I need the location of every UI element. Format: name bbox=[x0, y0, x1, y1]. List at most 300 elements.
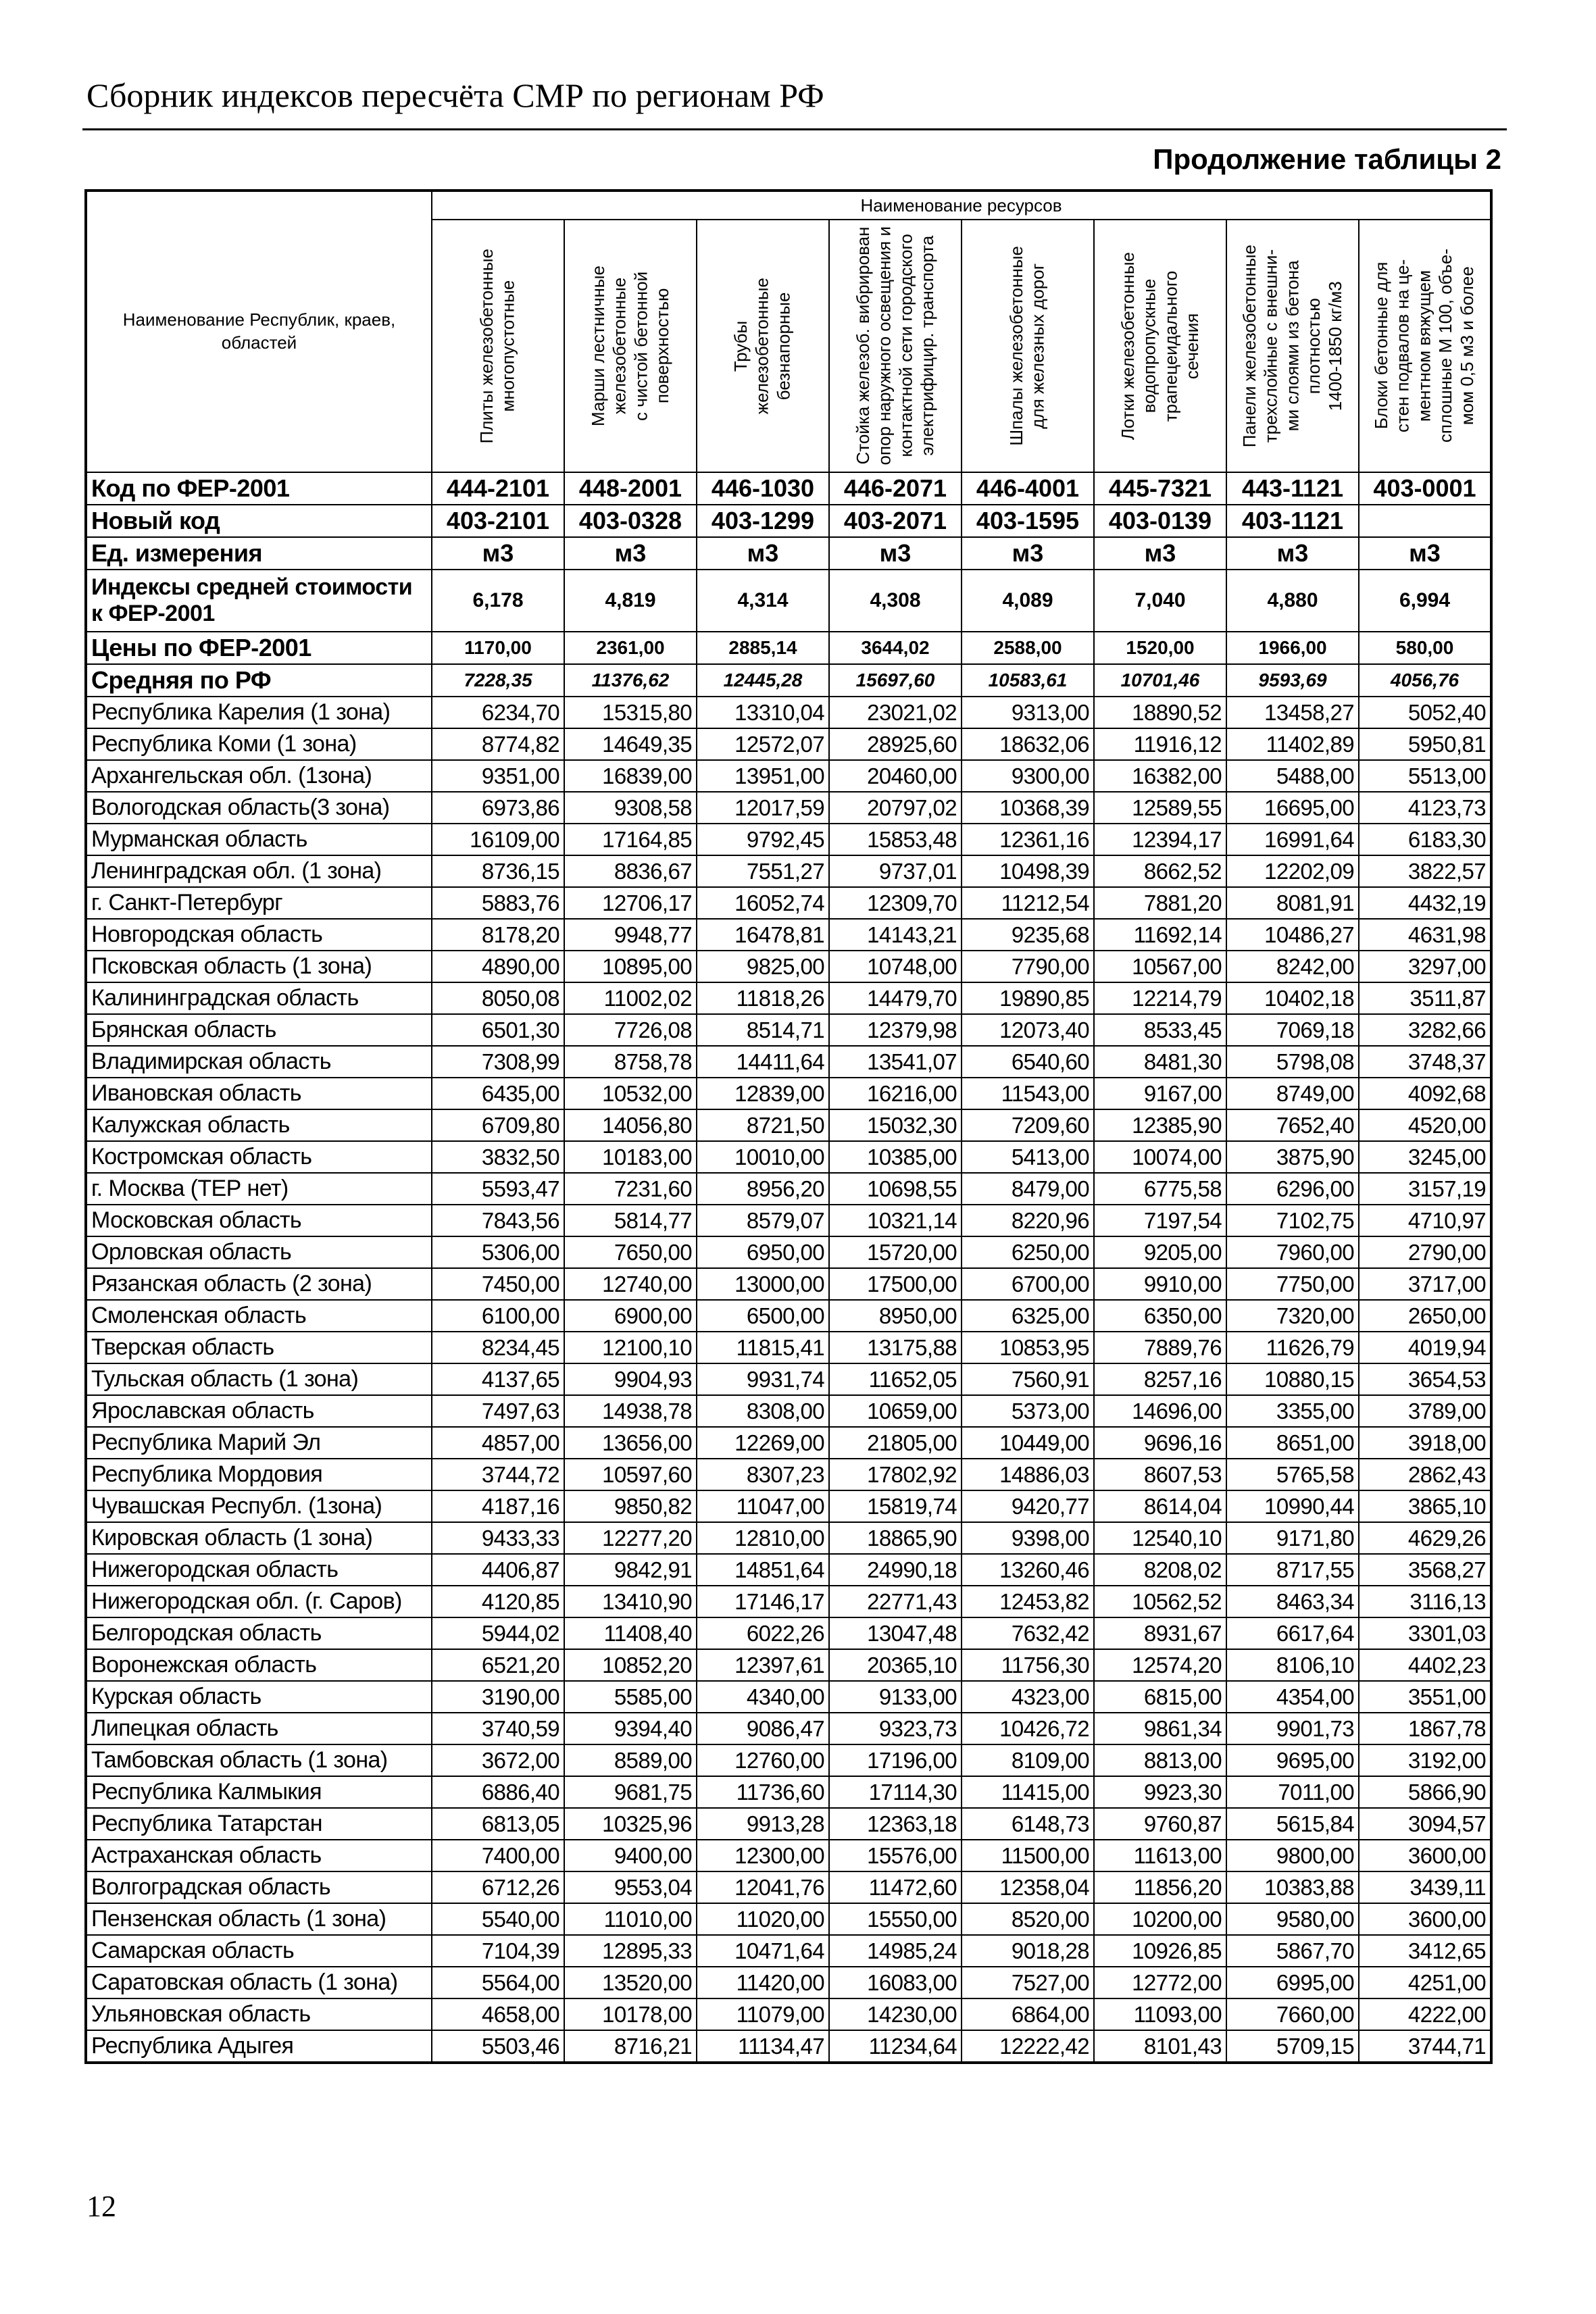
summary-cell: 4,308 bbox=[829, 570, 962, 632]
table-row bbox=[86, 1586, 1491, 1617]
price-cell: 5866,90 bbox=[1359, 1776, 1491, 1808]
price-cell: 12361,16 bbox=[962, 824, 1094, 855]
region-name: Рязанская область (2 зона) bbox=[86, 1268, 432, 1300]
price-cell: 18890,52 bbox=[1094, 697, 1226, 728]
price-cell: 7551,27 bbox=[697, 855, 829, 887]
price-cell: 8716,21 bbox=[564, 2030, 697, 2063]
summary-cell: 10583,61 bbox=[962, 664, 1094, 697]
price-cell: 6775,58 bbox=[1094, 1173, 1226, 1205]
region-name: Ивановская область bbox=[86, 1078, 432, 1109]
price-cell: 16382,00 bbox=[1094, 760, 1226, 792]
price-cell: 7660,00 bbox=[1226, 1998, 1359, 2030]
price-cell: 3094,57 bbox=[1359, 1808, 1491, 1840]
price-cell: 4432,19 bbox=[1359, 887, 1491, 919]
price-cell: 10990,44 bbox=[1226, 1490, 1359, 1522]
price-cell: 8479,00 bbox=[962, 1173, 1094, 1205]
price-cell: 21805,00 bbox=[829, 1427, 962, 1459]
price-cell: 2790,00 bbox=[1359, 1236, 1491, 1268]
price-cell: 11652,05 bbox=[829, 1363, 962, 1395]
price-cell: 6521,20 bbox=[432, 1649, 564, 1681]
price-cell: 8234,45 bbox=[432, 1332, 564, 1363]
price-cell: 9695,00 bbox=[1226, 1744, 1359, 1776]
price-cell: 6540,60 bbox=[962, 1046, 1094, 1078]
price-cell: 10486,27 bbox=[1226, 919, 1359, 951]
price-cell: 9171,80 bbox=[1226, 1522, 1359, 1554]
summary-cell: 445-7321 bbox=[1094, 472, 1226, 505]
region-name: Республика Адыгея bbox=[86, 2030, 432, 2063]
price-cell: 7231,60 bbox=[564, 1173, 697, 1205]
price-cell: 12041,76 bbox=[697, 1871, 829, 1903]
price-cell: 9901,73 bbox=[1226, 1713, 1359, 1744]
price-cell: 6900,00 bbox=[564, 1300, 697, 1332]
price-cell: 10426,72 bbox=[962, 1713, 1094, 1744]
price-cell: 8220,96 bbox=[962, 1205, 1094, 1236]
price-cell: 10597,60 bbox=[564, 1459, 697, 1490]
price-cell: 9850,82 bbox=[564, 1490, 697, 1522]
price-cell: 4890,00 bbox=[432, 951, 564, 982]
price-cell: 3355,00 bbox=[1226, 1395, 1359, 1427]
price-cell: 11415,00 bbox=[962, 1776, 1094, 1808]
price-cell: 5306,00 bbox=[432, 1236, 564, 1268]
region-name: Белгородская область bbox=[86, 1617, 432, 1649]
price-cell: 10659,00 bbox=[829, 1395, 962, 1427]
price-cell: 10567,00 bbox=[1094, 951, 1226, 982]
price-cell: 7560,91 bbox=[962, 1363, 1094, 1395]
summary-cell: 4,089 bbox=[962, 570, 1094, 632]
price-cell: 14886,03 bbox=[962, 1459, 1094, 1490]
price-cell: 3789,00 bbox=[1359, 1395, 1491, 1427]
price-cell: 7652,40 bbox=[1226, 1109, 1359, 1141]
price-cell: 16695,00 bbox=[1226, 792, 1359, 824]
price-cell: 17114,30 bbox=[829, 1776, 962, 1808]
summary-cell: 15697,60 bbox=[829, 664, 962, 697]
price-cell: 6950,00 bbox=[697, 1236, 829, 1268]
price-cell: 18865,90 bbox=[829, 1522, 962, 1554]
price-cell: 10325,96 bbox=[564, 1808, 697, 1840]
price-cell: 12397,61 bbox=[697, 1649, 829, 1681]
price-cell: 3190,00 bbox=[432, 1681, 564, 1713]
price-cell: 7308,99 bbox=[432, 1046, 564, 1078]
price-cell: 8774,82 bbox=[432, 728, 564, 760]
price-cell: 6250,00 bbox=[962, 1236, 1094, 1268]
table-row bbox=[86, 1205, 1491, 1236]
price-cell: 8813,00 bbox=[1094, 1744, 1226, 1776]
price-cell: 10183,00 bbox=[564, 1141, 697, 1173]
price-cell: 5950,81 bbox=[1359, 728, 1491, 760]
price-cell: 9167,00 bbox=[1094, 1078, 1226, 1109]
table-row bbox=[86, 1236, 1491, 1268]
price-cell: 13310,04 bbox=[697, 697, 829, 728]
price-cell: 7527,00 bbox=[962, 1967, 1094, 1998]
price-cell: 3672,00 bbox=[432, 1744, 564, 1776]
price-cell: 28925,60 bbox=[829, 728, 962, 760]
price-cell: 5944,02 bbox=[432, 1617, 564, 1649]
price-cell: 4137,65 bbox=[432, 1363, 564, 1395]
table-row bbox=[86, 1776, 1491, 1808]
region-name: Калининградская область bbox=[86, 982, 432, 1014]
price-cell: 11234,64 bbox=[829, 2030, 962, 2063]
table-row bbox=[86, 824, 1491, 855]
resource-name: Марши лестничные железобетонные с чистой бетонной поверхностью bbox=[587, 266, 672, 426]
region-name: Мурманская область bbox=[86, 824, 432, 855]
region-name: Ленинградская обл. (1 зона) bbox=[86, 855, 432, 887]
region-name: Республика Марий Эл bbox=[86, 1427, 432, 1459]
price-cell: 6815,00 bbox=[1094, 1681, 1226, 1713]
table-row bbox=[86, 792, 1491, 824]
price-cell: 12214,79 bbox=[1094, 982, 1226, 1014]
price-cell: 9394,40 bbox=[564, 1713, 697, 1744]
region-name: Кировская область (1 зона) bbox=[86, 1522, 432, 1554]
price-cell: 14479,70 bbox=[829, 982, 962, 1014]
price-cell: 12574,20 bbox=[1094, 1649, 1226, 1681]
price-cell: 7011,00 bbox=[1226, 1776, 1359, 1808]
price-cell: 8662,52 bbox=[1094, 855, 1226, 887]
region-name: Владимирская область bbox=[86, 1046, 432, 1078]
table-row bbox=[86, 1967, 1491, 1998]
price-cell: 3717,00 bbox=[1359, 1268, 1491, 1300]
price-cell: 8514,71 bbox=[697, 1014, 829, 1046]
price-cell: 9904,93 bbox=[564, 1363, 697, 1395]
price-cell: 11212,54 bbox=[962, 887, 1094, 919]
price-cell: 6350,00 bbox=[1094, 1300, 1226, 1332]
price-cell: 15315,80 bbox=[564, 697, 697, 728]
price-cell: 10562,52 bbox=[1094, 1586, 1226, 1617]
price-cell: 14230,00 bbox=[829, 1998, 962, 2030]
resource-column-header bbox=[564, 220, 697, 472]
price-cell: 11916,12 bbox=[1094, 728, 1226, 760]
price-cell: 12358,04 bbox=[962, 1871, 1094, 1903]
price-cell: 11856,20 bbox=[1094, 1871, 1226, 1903]
price-cell: 12277,20 bbox=[564, 1522, 697, 1554]
price-cell: 13520,00 bbox=[564, 1967, 697, 1998]
table-row bbox=[86, 1744, 1491, 1776]
price-cell: 15576,00 bbox=[829, 1840, 962, 1871]
resource-name: Панели железобетонные трехслойные с внешни- ми слоями из бетона плотностью 1400-1850 кг/м3 bbox=[1239, 244, 1345, 448]
price-cell: 15853,48 bbox=[829, 824, 962, 855]
price-cell: 3832,50 bbox=[432, 1141, 564, 1173]
price-cell: 6973,86 bbox=[432, 792, 564, 824]
table-row bbox=[86, 1427, 1491, 1459]
summary-cell: 2361,00 bbox=[564, 632, 697, 664]
price-cell: 7102,75 bbox=[1226, 1205, 1359, 1236]
price-cell: 5814,77 bbox=[564, 1205, 697, 1236]
price-cell: 10532,00 bbox=[564, 1078, 697, 1109]
price-cell: 8589,00 bbox=[564, 1744, 697, 1776]
table-row bbox=[86, 1014, 1491, 1046]
price-cell: 6022,26 bbox=[697, 1617, 829, 1649]
resource-column-header bbox=[829, 220, 962, 472]
price-cell: 16991,64 bbox=[1226, 824, 1359, 855]
price-cell: 10880,15 bbox=[1226, 1363, 1359, 1395]
price-cell: 4658,00 bbox=[432, 1998, 564, 2030]
price-cell: 9681,75 bbox=[564, 1776, 697, 1808]
summary-cell: м3 bbox=[1359, 537, 1491, 570]
price-cell: 8533,45 bbox=[1094, 1014, 1226, 1046]
price-cell: 14649,35 bbox=[564, 728, 697, 760]
price-cell: 9931,74 bbox=[697, 1363, 829, 1395]
region-name: Саратовская область (1 зона) bbox=[86, 1967, 432, 1998]
price-cell: 10748,00 bbox=[829, 951, 962, 982]
price-cell: 7209,60 bbox=[962, 1109, 1094, 1141]
summary-cell: 444-2101 bbox=[432, 472, 564, 505]
price-cell: 5413,00 bbox=[962, 1141, 1094, 1173]
price-cell: 9400,00 bbox=[564, 1840, 697, 1871]
price-cell: 6700,00 bbox=[962, 1268, 1094, 1300]
summary-cell: 403-0139 bbox=[1094, 505, 1226, 537]
price-cell: 9842,91 bbox=[564, 1554, 697, 1586]
price-cell: 5867,70 bbox=[1226, 1935, 1359, 1967]
summary-row-label: Цены по ФЕР-2001 bbox=[86, 632, 432, 664]
price-cell: 3412,65 bbox=[1359, 1935, 1491, 1967]
price-cell: 4340,00 bbox=[697, 1681, 829, 1713]
price-cell: 7790,00 bbox=[962, 951, 1094, 982]
table-row bbox=[86, 1681, 1491, 1713]
summary-cell: м3 bbox=[829, 537, 962, 570]
table-row bbox=[86, 760, 1491, 792]
price-cell: 5540,00 bbox=[432, 1903, 564, 1935]
price-cell: 5503,46 bbox=[432, 2030, 564, 2063]
price-cell: 9910,00 bbox=[1094, 1268, 1226, 1300]
price-cell: 8721,50 bbox=[697, 1109, 829, 1141]
price-cell: 8106,10 bbox=[1226, 1649, 1359, 1681]
summary-cell: м3 bbox=[432, 537, 564, 570]
price-cell: 11692,14 bbox=[1094, 919, 1226, 951]
price-cell: 12379,98 bbox=[829, 1014, 962, 1046]
region-name: Тамбовская область (1 зона) bbox=[86, 1744, 432, 1776]
header-divider bbox=[82, 128, 1507, 130]
table-row bbox=[86, 1871, 1491, 1903]
resource-column-header bbox=[697, 220, 829, 472]
price-cell: 12839,00 bbox=[697, 1078, 829, 1109]
table-row bbox=[86, 982, 1491, 1014]
price-cell: 5052,40 bbox=[1359, 697, 1491, 728]
price-cell: 13047,48 bbox=[829, 1617, 962, 1649]
price-cell: 13410,90 bbox=[564, 1586, 697, 1617]
price-cell: 10852,20 bbox=[564, 1649, 697, 1681]
price-cell: 6617,64 bbox=[1226, 1617, 1359, 1649]
table-row bbox=[86, 1300, 1491, 1332]
price-cell: 16083,00 bbox=[829, 1967, 962, 1998]
resource-name: Трубы железобетонные безнапорные bbox=[730, 277, 794, 415]
price-cell: 9760,87 bbox=[1094, 1808, 1226, 1840]
summary-cell: 403-0001 bbox=[1359, 472, 1491, 505]
price-cell: 11402,89 bbox=[1226, 728, 1359, 760]
price-cell: 3157,19 bbox=[1359, 1173, 1491, 1205]
price-cell: 7104,39 bbox=[432, 1935, 564, 1967]
price-cell: 12740,00 bbox=[564, 1268, 697, 1300]
summary-cell: 403-2101 bbox=[432, 505, 564, 537]
price-cell: 9018,28 bbox=[962, 1935, 1094, 1967]
resource-name: Плиты железобетонные многопустотные bbox=[476, 248, 518, 444]
table-row bbox=[86, 1395, 1491, 1427]
price-cell: 12895,33 bbox=[564, 1935, 697, 1967]
price-cell: 4629,26 bbox=[1359, 1522, 1491, 1554]
price-cell: 12589,55 bbox=[1094, 792, 1226, 824]
table-row bbox=[86, 697, 1491, 728]
price-cell: 4123,73 bbox=[1359, 792, 1491, 824]
price-cell: 5615,84 bbox=[1226, 1808, 1359, 1840]
price-cell: 20797,02 bbox=[829, 792, 962, 824]
price-cell: 10698,55 bbox=[829, 1173, 962, 1205]
price-cell: 6813,05 bbox=[432, 1808, 564, 1840]
region-name: Республика Мордовия bbox=[86, 1459, 432, 1490]
price-cell: 3551,00 bbox=[1359, 1681, 1491, 1713]
price-cell: 16216,00 bbox=[829, 1078, 962, 1109]
region-name: Вологодская область(3 зона) bbox=[86, 792, 432, 824]
region-name: Нижегородская обл. (г. Саров) bbox=[86, 1586, 432, 1617]
region-name: Астраханская область bbox=[86, 1840, 432, 1871]
price-cell: 23021,02 bbox=[829, 697, 962, 728]
price-cell: 10200,00 bbox=[1094, 1903, 1226, 1935]
table-row bbox=[86, 1808, 1491, 1840]
price-cell: 3600,00 bbox=[1359, 1840, 1491, 1871]
region-name: Смоленская область bbox=[86, 1300, 432, 1332]
summary-cell: 403-0328 bbox=[564, 505, 697, 537]
price-cell: 12017,59 bbox=[697, 792, 829, 824]
price-cell: 18632,06 bbox=[962, 728, 1094, 760]
summary-cell: 6,994 bbox=[1359, 570, 1491, 632]
price-cell: 3740,59 bbox=[432, 1713, 564, 1744]
price-cell: 8579,07 bbox=[697, 1205, 829, 1236]
price-cell: 16109,00 bbox=[432, 824, 564, 855]
price-cell: 8836,67 bbox=[564, 855, 697, 887]
price-cell: 17146,17 bbox=[697, 1586, 829, 1617]
table-row bbox=[86, 951, 1491, 982]
price-cell: 10449,00 bbox=[962, 1427, 1094, 1459]
price-cell: 8614,04 bbox=[1094, 1490, 1226, 1522]
region-name: Воронежская область bbox=[86, 1649, 432, 1681]
price-cell: 3918,00 bbox=[1359, 1427, 1491, 1459]
price-cell: 2862,43 bbox=[1359, 1459, 1491, 1490]
price-cell: 5593,47 bbox=[432, 1173, 564, 1205]
price-cell: 14696,00 bbox=[1094, 1395, 1226, 1427]
price-cell: 8481,30 bbox=[1094, 1046, 1226, 1078]
price-cell: 20365,10 bbox=[829, 1649, 962, 1681]
price-cell: 8308,00 bbox=[697, 1395, 829, 1427]
region-name: Тверская область bbox=[86, 1332, 432, 1363]
price-cell: 12394,17 bbox=[1094, 824, 1226, 855]
price-cell: 12772,00 bbox=[1094, 1967, 1226, 1998]
table-row bbox=[86, 1363, 1491, 1395]
price-cell: 6886,40 bbox=[432, 1776, 564, 1808]
table-row bbox=[86, 1332, 1491, 1363]
price-cell: 8307,23 bbox=[697, 1459, 829, 1490]
summary-row-label: Код по ФЕР-2001 bbox=[86, 472, 432, 505]
price-cell: 8950,00 bbox=[829, 1300, 962, 1332]
price-cell: 13175,88 bbox=[829, 1332, 962, 1363]
price-cell: 12363,18 bbox=[829, 1808, 962, 1840]
price-cell: 11818,26 bbox=[697, 982, 829, 1014]
summary-cell: 403-2071 bbox=[829, 505, 962, 537]
price-cell: 3245,00 bbox=[1359, 1141, 1491, 1173]
price-cell: 6712,26 bbox=[432, 1871, 564, 1903]
price-cell: 11613,00 bbox=[1094, 1840, 1226, 1871]
summary-cell: 4056,76 bbox=[1359, 664, 1491, 697]
summary-cell: м3 bbox=[962, 537, 1094, 570]
price-cell: 7632,42 bbox=[962, 1617, 1094, 1649]
table-row bbox=[86, 1935, 1491, 1967]
price-cell: 3511,87 bbox=[1359, 982, 1491, 1014]
table-row bbox=[86, 919, 1491, 951]
price-cell: 9133,00 bbox=[829, 1681, 962, 1713]
region-name: Республика Калмыкия bbox=[86, 1776, 432, 1808]
summary-cell bbox=[1359, 505, 1491, 537]
price-cell: 11002,02 bbox=[564, 982, 697, 1014]
price-cell: 14143,21 bbox=[829, 919, 962, 951]
price-cell: 9433,33 bbox=[432, 1522, 564, 1554]
price-cell: 5709,15 bbox=[1226, 2030, 1359, 2063]
price-cell: 7726,08 bbox=[564, 1014, 697, 1046]
price-cell: 8736,15 bbox=[432, 855, 564, 887]
summary-cell: 580,00 bbox=[1359, 632, 1491, 664]
table-row bbox=[86, 1490, 1491, 1522]
price-cell: 13541,07 bbox=[829, 1046, 962, 1078]
summary-cell: 403-1299 bbox=[697, 505, 829, 537]
group-header-row bbox=[86, 191, 1491, 220]
region-name: Республика Татарстан bbox=[86, 1808, 432, 1840]
price-cell: 4251,00 bbox=[1359, 1967, 1491, 1998]
price-cell: 7750,00 bbox=[1226, 1268, 1359, 1300]
price-cell: 12540,10 bbox=[1094, 1522, 1226, 1554]
price-cell: 10895,00 bbox=[564, 951, 697, 982]
price-cell: 12202,09 bbox=[1226, 855, 1359, 887]
price-cell: 3600,00 bbox=[1359, 1903, 1491, 1935]
resource-column-header bbox=[962, 220, 1094, 472]
summary-cell: 9593,69 bbox=[1226, 664, 1359, 697]
price-cell: 4857,00 bbox=[432, 1427, 564, 1459]
price-cell: 10471,64 bbox=[697, 1935, 829, 1967]
summary-row bbox=[86, 537, 1491, 570]
price-cell: 12073,40 bbox=[962, 1014, 1094, 1046]
price-cell: 9861,34 bbox=[1094, 1713, 1226, 1744]
table-row bbox=[86, 1173, 1491, 1205]
price-cell: 14938,78 bbox=[564, 1395, 697, 1427]
table-row bbox=[86, 1998, 1491, 2030]
price-cell: 9737,01 bbox=[829, 855, 962, 887]
price-cell: 5488,00 bbox=[1226, 760, 1359, 792]
region-name: Московская область bbox=[86, 1205, 432, 1236]
price-cell: 5564,00 bbox=[432, 1967, 564, 1998]
table-row bbox=[86, 887, 1491, 919]
price-cell: 11020,00 bbox=[697, 1903, 829, 1935]
region-name: г. Москва (ТЕР нет) bbox=[86, 1173, 432, 1205]
summary-row bbox=[86, 570, 1491, 632]
price-cell: 10926,85 bbox=[1094, 1935, 1226, 1967]
price-cell: 11815,41 bbox=[697, 1332, 829, 1363]
price-cell: 3744,71 bbox=[1359, 2030, 1491, 2063]
table-row bbox=[86, 1046, 1491, 1078]
price-cell: 3748,37 bbox=[1359, 1046, 1491, 1078]
price-cell: 8758,78 bbox=[564, 1046, 697, 1078]
price-cell: 15032,30 bbox=[829, 1109, 962, 1141]
price-cell: 5765,58 bbox=[1226, 1459, 1359, 1490]
price-cell: 7960,00 bbox=[1226, 1236, 1359, 1268]
price-cell: 9696,16 bbox=[1094, 1427, 1226, 1459]
summary-row-label: Средняя по РФ bbox=[86, 664, 432, 697]
region-name: Калужская область bbox=[86, 1109, 432, 1141]
price-cell: 11093,00 bbox=[1094, 1998, 1226, 2030]
price-cell: 12269,00 bbox=[697, 1427, 829, 1459]
price-cell: 9205,00 bbox=[1094, 1236, 1226, 1268]
summary-cell: 403-1595 bbox=[962, 505, 1094, 537]
price-cell: 5798,08 bbox=[1226, 1046, 1359, 1078]
price-cell: 4520,00 bbox=[1359, 1109, 1491, 1141]
summary-cell: 4,314 bbox=[697, 570, 829, 632]
summary-cell: 2588,00 bbox=[962, 632, 1094, 664]
price-cell: 9948,77 bbox=[564, 919, 697, 951]
price-cell: 15550,00 bbox=[829, 1903, 962, 1935]
price-cell: 6501,30 bbox=[432, 1014, 564, 1046]
